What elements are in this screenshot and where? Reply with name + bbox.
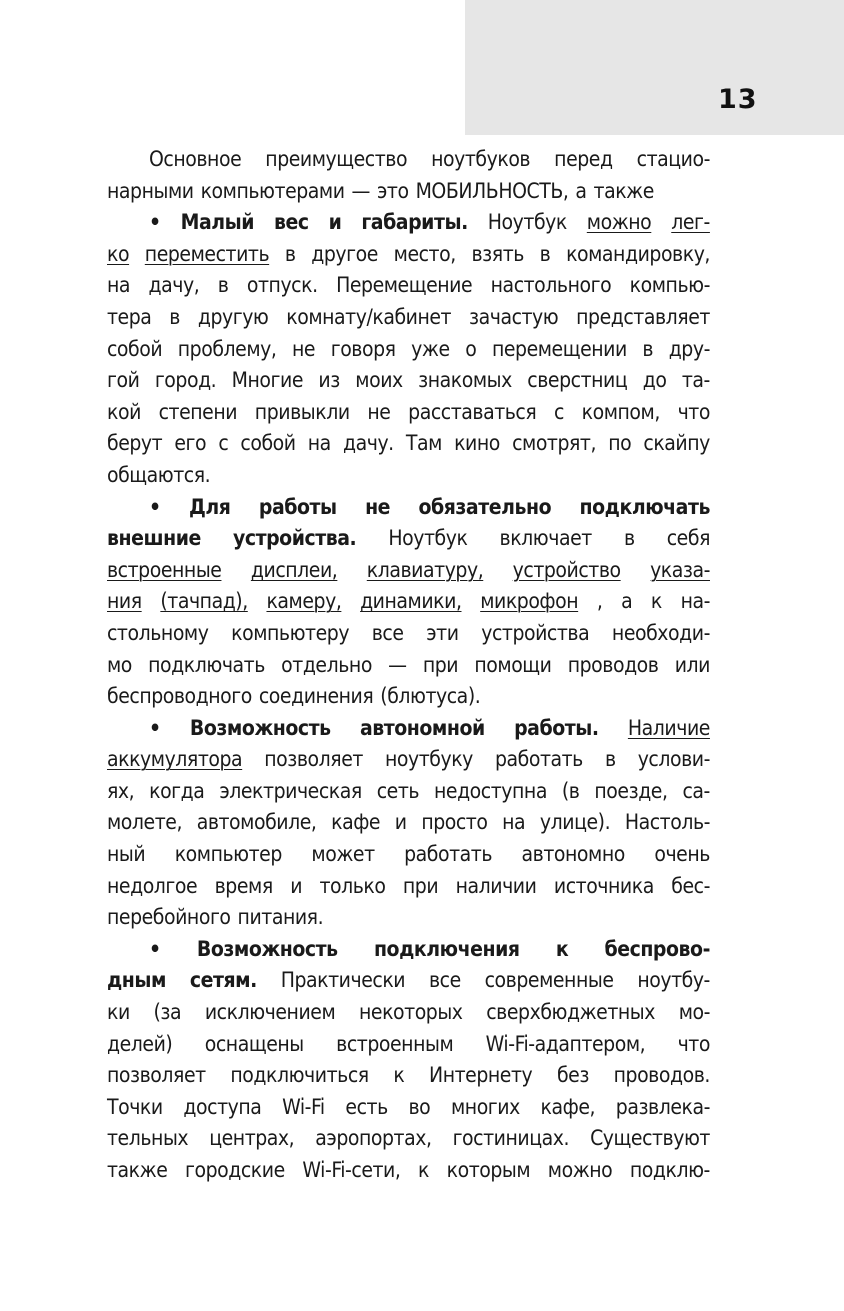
underlined-phrase: камеру,	[266, 589, 342, 614]
word: проводов	[567, 652, 659, 677]
word: может	[311, 842, 375, 867]
word: время	[214, 873, 273, 898]
word: что	[677, 1031, 710, 1056]
word: и	[290, 873, 303, 898]
text-line	[107, 934, 710, 966]
word: МОБИЛЬНОСТЬ,	[415, 178, 569, 203]
text-line	[107, 270, 710, 302]
word: сеть	[376, 778, 420, 803]
underlined-phrase: дисплеи,	[250, 557, 338, 582]
word: необходи-	[611, 620, 710, 645]
word: недоступна	[433, 778, 547, 803]
word: к	[393, 1063, 405, 1088]
bold-term: габариты.	[361, 210, 468, 235]
word: гой	[107, 368, 140, 393]
underlined-phrase: аккумулятора	[107, 747, 243, 772]
bold-term: Возможность	[196, 936, 338, 961]
word: ки	[107, 1000, 130, 1025]
word: подключать	[148, 652, 265, 677]
word: позволяет	[107, 1063, 206, 1088]
word: его	[174, 431, 207, 456]
text-line	[107, 1029, 710, 1061]
bold-term: работы.	[514, 715, 599, 740]
word: мо	[107, 652, 132, 677]
word: Настоль-	[624, 810, 710, 835]
word: в	[642, 336, 654, 361]
text-line	[107, 713, 710, 745]
word: общаются.	[107, 462, 211, 487]
bold-term: к	[555, 936, 569, 961]
bold-term: обязательно	[418, 494, 552, 519]
word: место,	[393, 241, 456, 266]
word: источника	[553, 873, 654, 898]
word: помощи	[474, 652, 552, 677]
word: все	[371, 620, 404, 645]
word: Wi-Fi-сети,	[302, 1158, 401, 1182]
word: услови-	[637, 747, 710, 772]
word: в	[169, 304, 180, 329]
bullet-icon: •	[149, 210, 161, 235]
word: в	[284, 241, 296, 266]
text-line	[107, 334, 710, 366]
word: компьютер	[174, 842, 282, 867]
underlined-phrase: Наличие	[627, 715, 710, 740]
underlined-phrase: динамики,	[360, 589, 462, 614]
word: центрах,	[209, 1126, 295, 1151]
text-line	[107, 1155, 710, 1187]
word: —	[351, 178, 370, 203]
text-line	[107, 586, 710, 618]
word: Ноутбук	[388, 526, 468, 551]
word: оснащены	[204, 1031, 304, 1056]
text-line	[107, 965, 710, 997]
word: тельных	[107, 1126, 189, 1151]
word: поезде,	[594, 778, 668, 803]
bold-term: работы	[258, 494, 337, 519]
text-line	[107, 1092, 710, 1124]
text-line	[107, 744, 710, 776]
word: отпуск.	[246, 273, 318, 298]
bold-term: подключения	[373, 936, 520, 961]
word: дачу,	[148, 273, 200, 298]
text-line	[107, 776, 710, 808]
word: ноутбуков	[431, 147, 531, 171]
word: работать	[404, 842, 493, 867]
text-line	[107, 176, 710, 208]
page-number: 13	[718, 84, 758, 115]
word: и	[394, 810, 407, 835]
word: которым	[446, 1158, 531, 1182]
word: собой	[240, 431, 296, 456]
text-line	[107, 871, 710, 903]
bullet-icon: •	[149, 936, 161, 961]
word: это	[377, 178, 409, 203]
word: ях,	[107, 778, 135, 803]
word: ноутбуку	[385, 747, 473, 772]
word: к	[650, 589, 662, 614]
underlined-phrase: клавиатуру,	[366, 557, 484, 582]
text-line	[107, 902, 710, 934]
word: Там	[405, 431, 442, 456]
word: сверстниц	[527, 368, 628, 393]
word: кафе	[331, 810, 381, 835]
word: преимущество	[265, 147, 408, 171]
word: с	[218, 431, 229, 456]
word: гостиницах.	[452, 1126, 569, 1151]
word: себя	[666, 526, 710, 551]
word: устройства	[481, 620, 590, 645]
bold-term: сетям.	[189, 968, 257, 993]
word: к	[418, 1158, 430, 1182]
word: расставаться	[408, 399, 537, 424]
word: также	[107, 1158, 168, 1182]
word: на-	[680, 589, 710, 614]
bullet-icon: •	[149, 715, 161, 740]
bullet-icon: •	[149, 494, 161, 519]
word: Практически	[280, 968, 406, 993]
word: из	[318, 368, 340, 393]
word: знакомых	[418, 368, 512, 393]
word: привыкли	[254, 399, 350, 424]
word: са-	[682, 778, 710, 803]
word: (за	[153, 1000, 182, 1025]
word: другую	[197, 304, 269, 329]
word: можно	[547, 1158, 613, 1182]
word: компом,	[581, 399, 660, 424]
text-line	[107, 555, 710, 587]
word: аэропортах,	[315, 1126, 432, 1151]
word: во	[408, 1094, 431, 1119]
word: представляет	[576, 304, 710, 329]
word: дачу.	[343, 431, 394, 456]
bold-term: Возможность	[189, 715, 331, 740]
word: подклю-	[629, 1158, 710, 1182]
word: в	[623, 526, 635, 551]
word: есть	[345, 1094, 388, 1119]
word: отдельно	[281, 652, 372, 677]
word: командировку,	[566, 241, 710, 266]
word: бес-	[671, 873, 710, 898]
word: нарными	[107, 178, 194, 203]
word: эти	[426, 620, 459, 645]
word: Перемещение	[336, 273, 473, 298]
text-line	[107, 681, 710, 713]
word: работать	[494, 747, 583, 772]
word: наличии	[455, 873, 537, 898]
word: дру-	[668, 336, 710, 361]
bold-term: внешние	[107, 526, 201, 551]
word: настольного	[490, 273, 612, 298]
word: смотрят,	[512, 431, 597, 456]
word: кафе,	[540, 1094, 596, 1119]
word: подключиться	[230, 1063, 369, 1088]
word: с	[554, 399, 564, 424]
word: на	[307, 431, 331, 456]
bold-term: Малый	[180, 210, 255, 235]
word: перебойного	[107, 905, 231, 930]
word: автономно	[521, 842, 625, 867]
word: на	[107, 273, 131, 298]
text-line	[107, 997, 710, 1029]
word: встроенным	[336, 1031, 454, 1056]
word: город.	[154, 368, 217, 393]
bold-term: вес	[274, 210, 309, 235]
underlined-phrase: можно	[586, 210, 652, 235]
underlined-phrase: указа-	[650, 557, 710, 582]
word: ный	[107, 842, 146, 867]
word: соединения	[258, 684, 374, 709]
word: а	[575, 178, 587, 203]
word: многих	[450, 1094, 520, 1119]
text-line	[107, 1123, 710, 1155]
bold-term: подключать	[579, 494, 710, 519]
text-line	[107, 144, 710, 176]
word: ноутбу-	[637, 968, 710, 993]
word: перед	[554, 147, 613, 171]
word: ,	[596, 589, 603, 614]
word: в	[217, 273, 229, 298]
word: Wi-Fi-адаптером,	[485, 1031, 646, 1056]
word: стацио-	[636, 147, 710, 171]
word: перемещении	[491, 336, 627, 361]
bold-term: Для	[189, 494, 231, 519]
word: моих	[355, 368, 403, 393]
word: компьютеру	[231, 620, 350, 645]
word: проводов.	[613, 1063, 710, 1088]
word: уже	[411, 336, 450, 361]
word: не	[367, 399, 391, 424]
text-line	[107, 839, 710, 871]
word: не	[292, 336, 316, 361]
underlined-phrase: лег-	[671, 210, 710, 235]
text-line	[107, 397, 710, 429]
word: включает	[499, 526, 592, 551]
word: Многие	[231, 368, 303, 393]
word: говоря	[330, 336, 396, 361]
word: тера	[107, 304, 152, 329]
bold-term: беспрово-	[604, 936, 710, 961]
bold-term: не	[365, 494, 391, 519]
word: улице).	[539, 810, 611, 835]
word: компьютерами	[200, 178, 345, 203]
word: компью-	[629, 273, 710, 298]
word: скайпу	[643, 431, 710, 456]
word: зачастую	[469, 304, 559, 329]
text-line	[107, 365, 710, 397]
word: (блютуса).	[380, 684, 481, 709]
word: взять	[471, 241, 524, 266]
underlined-phrase: встроенные	[107, 557, 222, 582]
text-line	[107, 460, 710, 492]
word: Ноутбук	[487, 210, 567, 235]
word: собой	[107, 336, 163, 361]
underlined-phrase: ко	[107, 241, 130, 266]
underlined-phrase: (тачпад),	[160, 589, 248, 614]
text-line	[107, 239, 710, 271]
word: без	[556, 1063, 589, 1088]
word: только	[319, 873, 386, 898]
word: сверхбюджетных	[486, 1000, 655, 1025]
word: о	[465, 336, 477, 361]
word: в	[604, 747, 616, 772]
underlined-phrase: ния	[107, 589, 142, 614]
word: та-	[681, 368, 710, 393]
word: кино	[454, 431, 500, 456]
word: очень	[654, 842, 710, 867]
word: делей)	[107, 1031, 173, 1056]
word: (в	[561, 778, 580, 803]
page-corner-shade	[465, 0, 844, 135]
word: электрическая	[219, 778, 362, 803]
word: —	[388, 652, 407, 677]
word: при	[402, 873, 439, 898]
word: на	[502, 810, 526, 835]
underlined-phrase: микрофон	[480, 589, 579, 614]
word: степени	[158, 399, 238, 424]
text-line	[107, 1060, 710, 1092]
word: стольному	[107, 620, 209, 645]
underlined-phrase: переместить	[144, 241, 270, 266]
word: кой	[107, 399, 141, 424]
word: комнату/кабинет	[286, 304, 452, 329]
underlined-phrase: устройство	[512, 557, 621, 582]
word: другое	[311, 241, 378, 266]
word: современные	[484, 968, 614, 993]
word: позволяет	[264, 747, 363, 772]
word: все	[428, 968, 461, 993]
word: просто	[421, 810, 488, 835]
word: мо-	[678, 1000, 710, 1025]
word: проблему,	[177, 336, 277, 361]
bold-term: дным	[107, 968, 167, 993]
word: Интернету	[429, 1063, 533, 1088]
word: или	[674, 652, 710, 677]
text-line	[107, 207, 710, 239]
word: что	[677, 399, 710, 424]
word: Основное	[149, 147, 242, 171]
word: также	[593, 178, 654, 203]
text-line	[107, 807, 710, 839]
text-line	[107, 428, 710, 460]
text-line	[107, 650, 710, 682]
word: Существуют	[590, 1126, 710, 1151]
word: питания.	[237, 905, 324, 930]
body-text	[107, 144, 710, 1187]
text-line	[107, 523, 710, 555]
word: до	[642, 368, 667, 393]
word: недолгое	[107, 873, 198, 898]
word: городские	[185, 1158, 285, 1182]
word: молете,	[107, 810, 182, 835]
word: беспроводного	[107, 684, 252, 709]
word: некоторых	[358, 1000, 463, 1025]
word: Wi-Fi	[282, 1094, 325, 1119]
word: при	[422, 652, 459, 677]
word: Точки	[107, 1094, 163, 1119]
word: а	[621, 589, 633, 614]
word: когда	[149, 778, 205, 803]
word: в	[539, 241, 551, 266]
word: берут	[107, 431, 163, 456]
text-line	[107, 618, 710, 650]
text-line	[107, 302, 710, 334]
word: доступа	[183, 1094, 262, 1119]
text-line	[107, 492, 710, 524]
word: автомобиле,	[196, 810, 317, 835]
bold-term: устройства.	[232, 526, 357, 551]
word: по	[608, 431, 632, 456]
bold-term: и	[328, 210, 342, 235]
word: исключением	[204, 1000, 336, 1025]
bold-term: автономной	[359, 715, 485, 740]
word: развлека-	[615, 1094, 710, 1119]
